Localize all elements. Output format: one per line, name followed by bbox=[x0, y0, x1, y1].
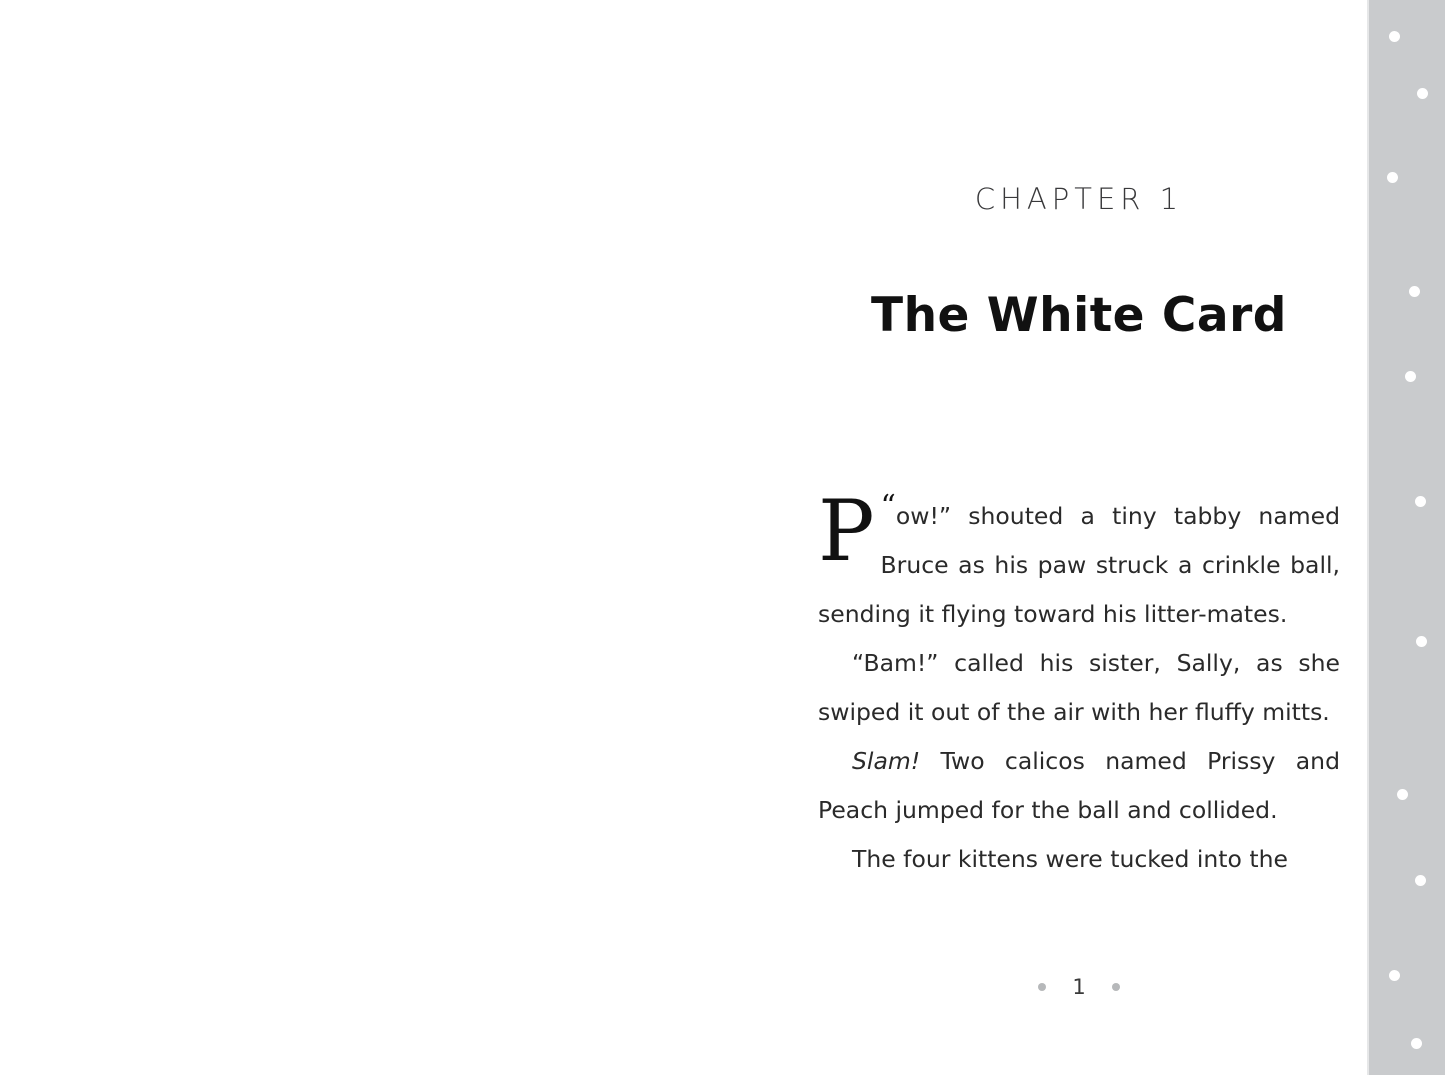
paragraph-4: The four kittens were tucked into the bbox=[852, 845, 1288, 873]
body-text bbox=[818, 482, 1340, 884]
edge-hole-1 bbox=[1389, 31, 1400, 42]
drop-cap: P bbox=[818, 482, 875, 580]
edge-hole-11 bbox=[1411, 1038, 1422, 1049]
open-quote-mark: “ bbox=[880, 489, 896, 524]
edge-hole-5 bbox=[1405, 371, 1416, 382]
paragraph-1 bbox=[818, 482, 1340, 639]
edge-hole-10 bbox=[1389, 970, 1400, 981]
footer-dot-right bbox=[1112, 983, 1120, 991]
paragraph-3-emphasis: Slam! bbox=[852, 747, 921, 775]
edge-hole-7 bbox=[1416, 636, 1427, 647]
paragraph-3 bbox=[818, 737, 1340, 835]
edge-hole-9 bbox=[1415, 875, 1426, 886]
paragraph-3-text: Two calicos named Prissy and Peach jumped for the ball and collided. bbox=[818, 747, 1340, 824]
edge-strip-highlight bbox=[1367, 0, 1369, 1075]
edge-hole-4 bbox=[1409, 286, 1420, 297]
chapter-label: CHAPTER 1 bbox=[974, 182, 1184, 216]
text-column bbox=[818, 0, 1340, 1075]
page-footer bbox=[818, 975, 1340, 999]
paragraph-2: “Bam!” called his sister, Sally, as she swiped it out of the air with her fluffy mitts. bbox=[818, 649, 1340, 726]
page-edge-strip bbox=[1367, 0, 1445, 1075]
page-title: The White Card bbox=[871, 288, 1287, 343]
edge-hole-8 bbox=[1397, 789, 1408, 800]
page-number: 1 bbox=[1072, 975, 1086, 999]
edge-hole-2 bbox=[1417, 88, 1428, 99]
footer-dot-left bbox=[1038, 983, 1046, 991]
edge-hole-3 bbox=[1387, 172, 1398, 183]
edge-hole-6 bbox=[1415, 496, 1426, 507]
paragraph-1-text: ow!” shouted a tiny tabby named Bruce as his paw struck a crinkle ball, sending it flying toward his litter-mates. bbox=[818, 502, 1340, 628]
